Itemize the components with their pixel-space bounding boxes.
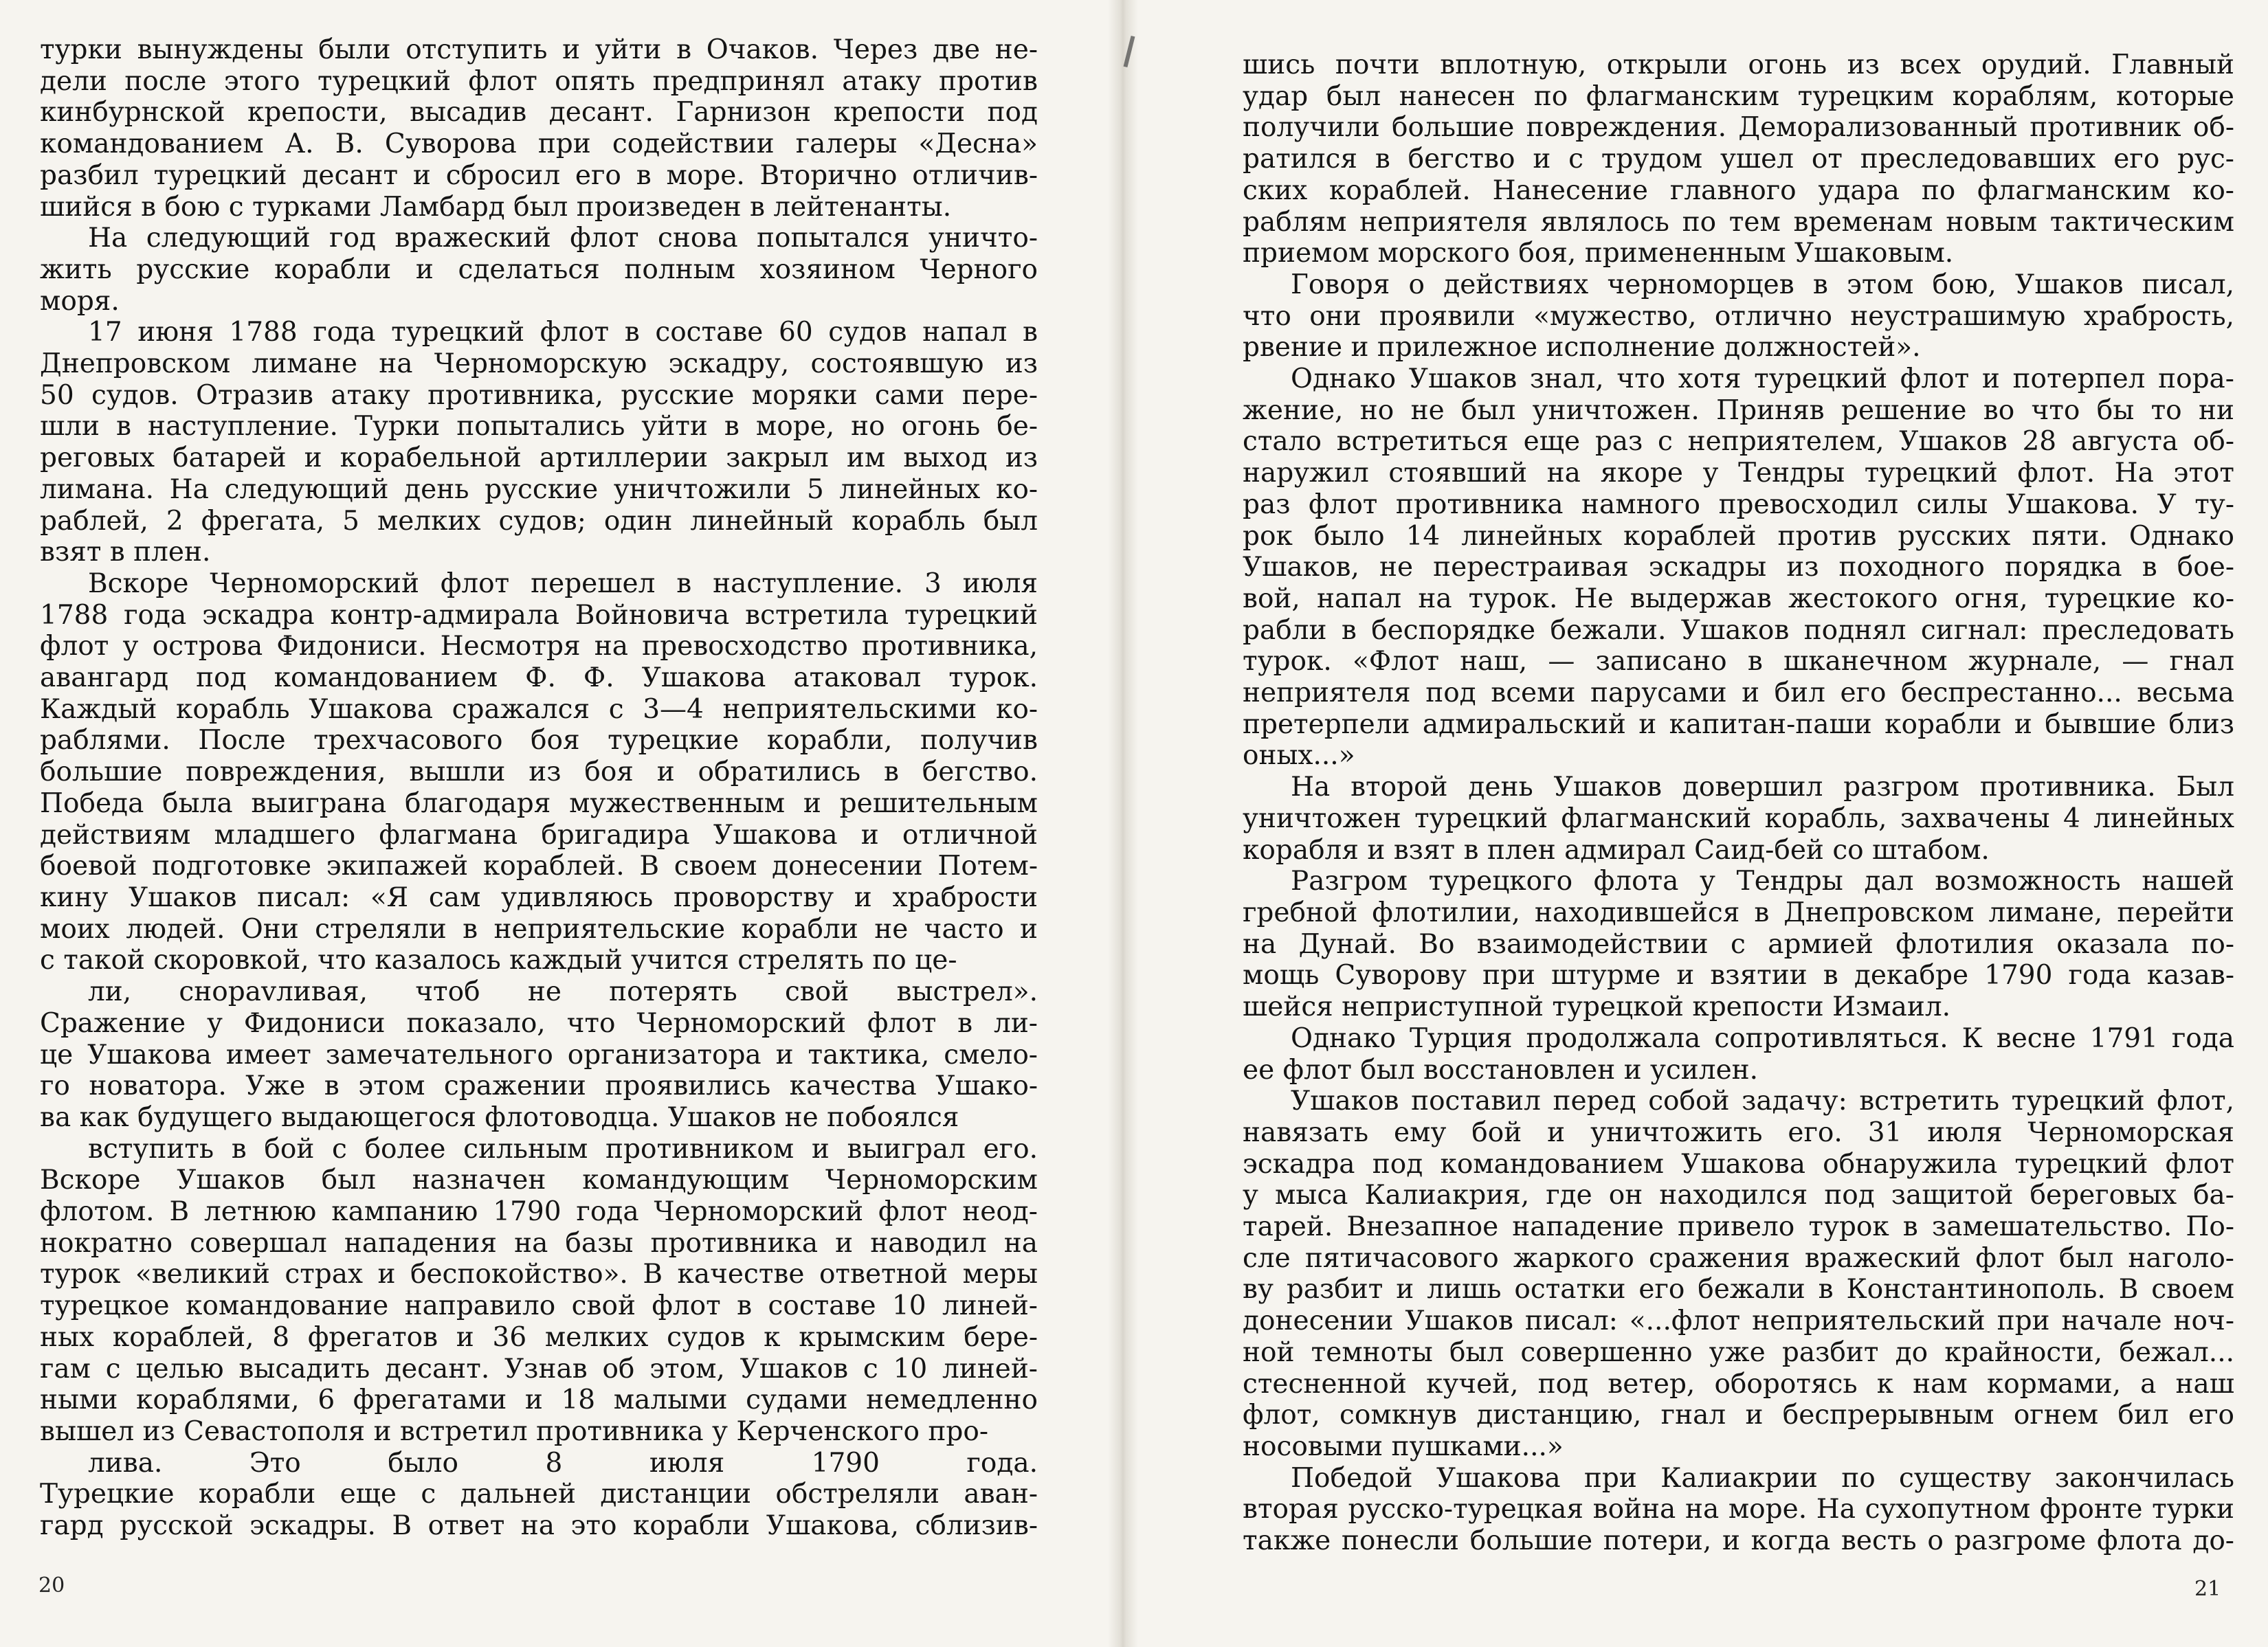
- text-line: что они проявили «мужество, отлично неустрашимую храбрость,: [1243, 300, 2234, 332]
- text-line: разбил турецкий десант и сбросил его в море. Вторично отличив-: [40, 159, 1038, 191]
- text-line: наружил стоявший на якоре у Тендры турецкий флот. На этот: [1243, 458, 2234, 489]
- text-line: действиям младшего флагмана бригадира Ушакова и отличной: [40, 819, 1038, 851]
- text-line: удар был нанесен по флагманским турецким кораблям, которые: [1243, 80, 2234, 112]
- text-line: моря.: [40, 285, 120, 317]
- text-line: вышел из Севастополя и встретил противника у Керченского про-: [40, 1415, 989, 1447]
- text-line: Турецкие корабли еще с дальней дистанции обстреляли аван-: [40, 1479, 1038, 1510]
- text-line: Каждый корабль Ушакова сражался с 3—4 неприятельскими ко-: [40, 693, 1038, 725]
- text-line: Днепровском лимане на Черноморскую эскадру, состоявшую из: [40, 348, 1038, 380]
- text-line: ву разбит и лишь остатки его бежали в Константинополь. В своем: [1243, 1274, 2234, 1306]
- text-line: корабля и взят в плен адмирал Саид-бей со штабом.: [1243, 834, 1990, 866]
- text-line: уничтожен турецкий флагманский корабль, захвачены 4 линейных: [1243, 803, 2234, 834]
- text-line: ских кораблей. Нанесение главного удара по флагманским ко-: [1243, 175, 2234, 206]
- text-line: кинбурнской крепости, высадив десант. Гарнизон крепости под: [40, 97, 1038, 128]
- text-line: носовыми пушками...»: [1243, 1431, 1564, 1462]
- text-line: тарей. Внезапное нападение привело турок в замешательство. По-: [1243, 1211, 2234, 1243]
- right-page: [1138, 0, 2268, 1647]
- text-line: флот у острова Фидониси. Несмотря на превосходство противника,: [40, 631, 1038, 662]
- text-line: неприятеля под всеми парусами и бил его беспрестанно... весьма: [1243, 677, 2234, 709]
- text-line: вступить в бой с более сильным противником и выиграл его.: [88, 1133, 1038, 1165]
- text-line: На второй день Ушаков довершил разгром противника. Был: [1291, 772, 2234, 803]
- text-line: лива. Это было 8 июля 1790 года.: [88, 1447, 1038, 1479]
- text-line: вторая русско-турецкая война на море. На сухопутном фронте турки: [1243, 1494, 2234, 1525]
- text-line: у мыса Калиакрия, где он находился под защитой береговых ба-: [1243, 1180, 2234, 1211]
- text-line: реговых батарей и корабельной артиллерии закрыл им выход из: [40, 442, 1038, 474]
- text-line: Ушаков, не перестраивая эскадры из походного порядка в бое-: [1243, 552, 2234, 583]
- text-line: взят в плен.: [40, 537, 211, 568]
- text-line: донесении Ушаков писал: «...флот неприятельский при начале ноч-: [1243, 1306, 2234, 1337]
- right-page-text: [1243, 49, 2234, 1557]
- text-line: го новатора. Уже в этом сражении проявились качества Ушако-: [40, 1071, 1038, 1102]
- text-line: нократно совершал нападения на базы противника и наводил на: [40, 1227, 1038, 1259]
- text-line: кину Ушаков писал: «Я сам удивляюсь проворству и храбрости: [40, 882, 1038, 913]
- text-line: раблей, 2 фрегата, 5 мелких судов; один линейный корабль был: [40, 505, 1038, 537]
- text-line: Разгром турецкого флота у Тендры дал возможность нашей: [1291, 866, 2234, 897]
- text-line: На следующий год вражеский флот снова попытался уничто-: [88, 223, 1038, 254]
- text-line: рабли в беспорядке бежали. Ушаков поднял сигнал: преследовать: [1243, 614, 2234, 646]
- text-line: авангард под командованием Ф. Ф. Ушакова атаковал турок.: [40, 662, 1038, 694]
- text-line: раблями. После трехчасового боя турецкие корабли, получив: [40, 725, 1038, 757]
- text-line: Однако Турция продолжала сопротивляться. К весне 1791 года: [1291, 1022, 2234, 1054]
- text-line: це Ушакова имеет замечательного организатора и тактика, смело-: [40, 1039, 1038, 1071]
- text-line: большие повреждения, вышли из боя и обратились в бегство.: [40, 757, 1038, 788]
- text-line: Однако Ушаков знал, что хотя турецкий флот и потерпел пора-: [1291, 363, 2234, 395]
- text-line: получили большие повреждения. Деморализованный противник об-: [1243, 112, 2234, 144]
- text-line: претерпели адмиральский и капитан-паши корабли и бывшие близ: [1243, 708, 2234, 740]
- text-line: командованием А. В. Суворова при содействии галеры «Десна»: [40, 128, 1038, 160]
- text-line: 17 июня 1788 года турецкий флот в составе 60 судов напал в: [88, 317, 1038, 348]
- text-line: стало встретиться еще раз с неприятелем, Ушаков 28 августа об-: [1243, 426, 2234, 458]
- left-page-number: 20: [38, 1573, 65, 1598]
- text-line: раз флот противника намного превосходил силы Ушакова. У ту-: [1243, 489, 2234, 520]
- text-line: боевой подготовке экипажей кораблей. В своем донесении Потем-: [40, 851, 1038, 882]
- text-line: жить русские корабли и сделаться полным хозяином Черного: [40, 254, 1038, 285]
- text-line: Вскоре Ушаков был назначен командующим Черноморским: [40, 1165, 1038, 1196]
- text-line: сле пятичасового жаркого сражения вражеский флот был наголо-: [1243, 1242, 2234, 1274]
- text-line: жение, но не был уничтожен. Приняв решение во что бы то ни: [1243, 394, 2234, 426]
- text-line: ли, снорavливая, чтоб не потерять свой выстрел».: [88, 976, 1038, 1008]
- text-line: оных...»: [1243, 740, 1355, 772]
- text-line: Сражение у Фидониси показало, что Черноморский флот в ли-: [40, 1007, 1038, 1039]
- text-line: ными кораблями, 6 фрегатами и 18 малыми судами немедленно: [40, 1385, 1038, 1416]
- text-line: шись почти вплотную, открыли огонь из всех орудий. Главный: [1243, 49, 2234, 80]
- text-line: турки вынуждены были отступить и уйти в Очаков. Через две не-: [40, 34, 1038, 65]
- text-line: турок. «Флот наш, — записано в шканечном журнале, — гнал: [1243, 646, 2234, 677]
- text-line: флотом. В летнюю кампанию 1790 года Черноморский флот неод-: [40, 1196, 1038, 1228]
- text-line: навязать ему бой и уничтожить его. 31 июля Черноморская: [1243, 1117, 2234, 1148]
- text-line: раблям неприятеля являлось по тем временам новым тактическим: [1243, 206, 2234, 238]
- text-line: приемом морского боя, примененным Ушаковым.: [1243, 238, 1954, 269]
- text-line: ной темноты был совершенно уже разбит до крайности, бежал...: [1243, 1336, 2234, 1368]
- text-line: Победа была выиграна благодаря мужественным и решительным: [40, 787, 1038, 819]
- text-line: Ушаков поставил перед собой задачу: встретить турецкий флот,: [1291, 1086, 2234, 1117]
- text-line: гребной флотилии, находившейся в Днепровском лимане, перейти: [1243, 897, 2234, 928]
- text-line: флот, сомкнув дистанцию, гнал и беспрерывным огнем бил его: [1243, 1400, 2234, 1431]
- text-line: турецкое командование направило свой флот в составе 10 линей-: [40, 1290, 1038, 1322]
- left-page: [0, 0, 1108, 1647]
- text-line: турок «великий страх и беспокойство». В качестве ответной меры: [40, 1259, 1038, 1290]
- text-line: ных кораблей, 8 фрегатов и 36 мелких судов к крымским бере-: [40, 1321, 1038, 1353]
- text-line: шейся неприступной турецкой крепости Измаил.: [1243, 991, 1951, 1023]
- text-line: ратился в бегство и с трудом ушел от преследовавших его рус-: [1243, 144, 2234, 175]
- text-line: гам с целью высадить десант. Узнав об этом, Ушаков с 10 линей-: [40, 1353, 1038, 1385]
- text-line: Победой Ушакова при Калиакрии по существу закончилась: [1291, 1462, 2234, 1494]
- text-line: лимана. На следующий день русские уничтожили 5 линейных ко-: [40, 473, 1038, 505]
- text-line: также понесли большие потери, и когда весть о разгроме флота до-: [1243, 1525, 2234, 1557]
- right-page-number: 21: [2194, 1577, 2221, 1601]
- text-line: шийся в бою с турками Ламбард был произведен в лейтенанты.: [40, 191, 952, 223]
- text-line: вой, напал на турок. Не выдержав жестокого огня, турецкие ко-: [1243, 583, 2234, 614]
- text-line: 50 судов. Отразив атаку противника, русские моряки сами пере-: [40, 379, 1038, 411]
- text-line: с такой скоровкой, что казалось каждый учится стрелять по це-: [40, 945, 957, 976]
- text-line: на Дунай. Во взаимодействии с армией флотилия оказала по-: [1243, 928, 2234, 960]
- text-line: дели после этого турецкий флот опять предпринял атаку против: [40, 65, 1038, 97]
- text-line: 1788 года эскадра контр-адмирала Войновича встретила турецкий: [40, 599, 1038, 631]
- text-line: рок было 14 линейных кораблей против русских пяти. Однако: [1243, 520, 2234, 552]
- text-line: моих людей. Они стреляли в неприятельские корабли не часто и: [40, 913, 1038, 945]
- text-line: гард русской эскадры. В ответ на это корабли Ушакова, сблизив-: [40, 1510, 1038, 1542]
- text-line: Вскоре Черноморский флот перешел в наступление. 3 июля: [88, 568, 1038, 599]
- left-page-text: [40, 34, 1038, 1542]
- text-line: эскадра под командованием Ушакова обнаружила турецкий флот: [1243, 1148, 2234, 1180]
- text-line: Говоря о действиях черноморцев в этом бою, Ушаков писал,: [1291, 269, 2234, 300]
- text-line: мощь Суворову при штурме и взятии в декабре 1790 года казав-: [1243, 960, 2234, 991]
- book-gutter: [1108, 0, 1138, 1647]
- text-line: рвение и прилежное исполнение должностей».: [1243, 332, 1921, 363]
- text-line: стесненной кучей, под ветер, оборотясь к нам кормами, а наш: [1243, 1368, 2234, 1400]
- text-line: ее флот был восстановлен и усилен.: [1243, 1054, 1759, 1086]
- text-line: ва как будущего выдающегося флотоводца. Ушаков не побоялся: [40, 1101, 959, 1133]
- text-line: шли в наступление. Турки попытались уйти в море, но огонь бе-: [40, 411, 1038, 442]
